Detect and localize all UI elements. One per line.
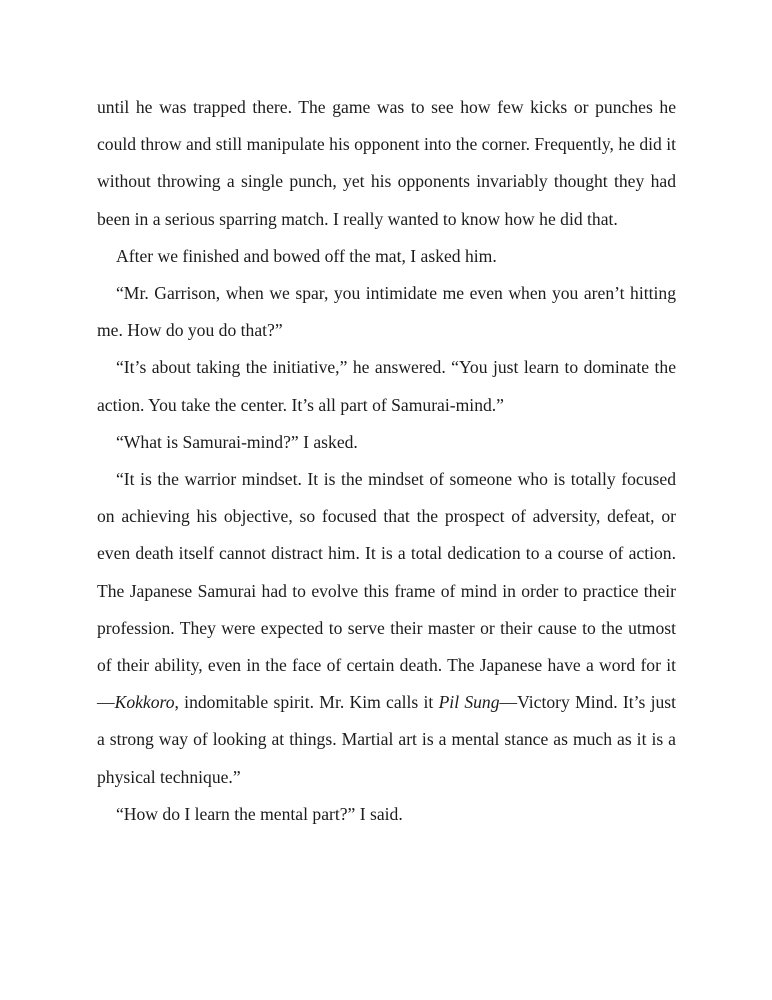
text-segment: “It is the warrior mindset. It is the mindset of someone who is totally focused on achieving his objective, so focused that the prospect of adversity, defeat, or even death itself cannot distract him. It is a total dedication to a course of action. The Japanese Samurai had to evolve this frame of mind in order to practice their profession. They were expected to serve their master or their cause to the utmost of their ability, even in the face of certain death. The Japanese have a word for it— <box>97 469 676 713</box>
text-segment: until he was trapped there. The game was to see how few kicks or punches he could throw and still manipulate his opponent into the corner. Frequently, he did it without throwing a single punch, yet his opponents invariably thought they had been in a serious sparring match. I really wanted to know how he did that. <box>97 97 676 229</box>
italic-term-kokkoro: Kokkoro <box>114 692 175 713</box>
text-segment: “Mr. Garrison, when we spar, you intimidate me even when you aren’t hitting me. How do you do that?” <box>97 283 676 341</box>
paragraph-6 <box>97 461 676 796</box>
text-segment: , indomitable spirit. Mr. Kim calls it <box>174 692 439 713</box>
text-segment: After we finished and bowed off the mat, I asked him. <box>116 245 497 266</box>
paragraph-2 <box>97 238 676 275</box>
page-body <box>97 89 676 833</box>
paragraph-1 <box>97 89 676 238</box>
text-segment: “It’s about taking the initiative,” he answered. “You just learn to dominate the action. You take the center. It’s all part of Samurai-mind.” <box>97 357 676 415</box>
text-segment: “How do I learn the mental part?” I said. <box>116 803 403 824</box>
paragraph-7 <box>97 796 676 833</box>
paragraph-4 <box>97 349 676 423</box>
text-segment: “What is Samurai-mind?” I asked. <box>116 431 358 452</box>
paragraph-3 <box>97 275 676 349</box>
paragraph-5 <box>97 424 676 461</box>
italic-term-pil-sung: Pil Sung <box>438 692 500 713</box>
text-segment: —Victory Mind. It’s just a strong way of looking at things. Martial art is a mental stance as much as it is a physical technique.” <box>97 692 677 787</box>
